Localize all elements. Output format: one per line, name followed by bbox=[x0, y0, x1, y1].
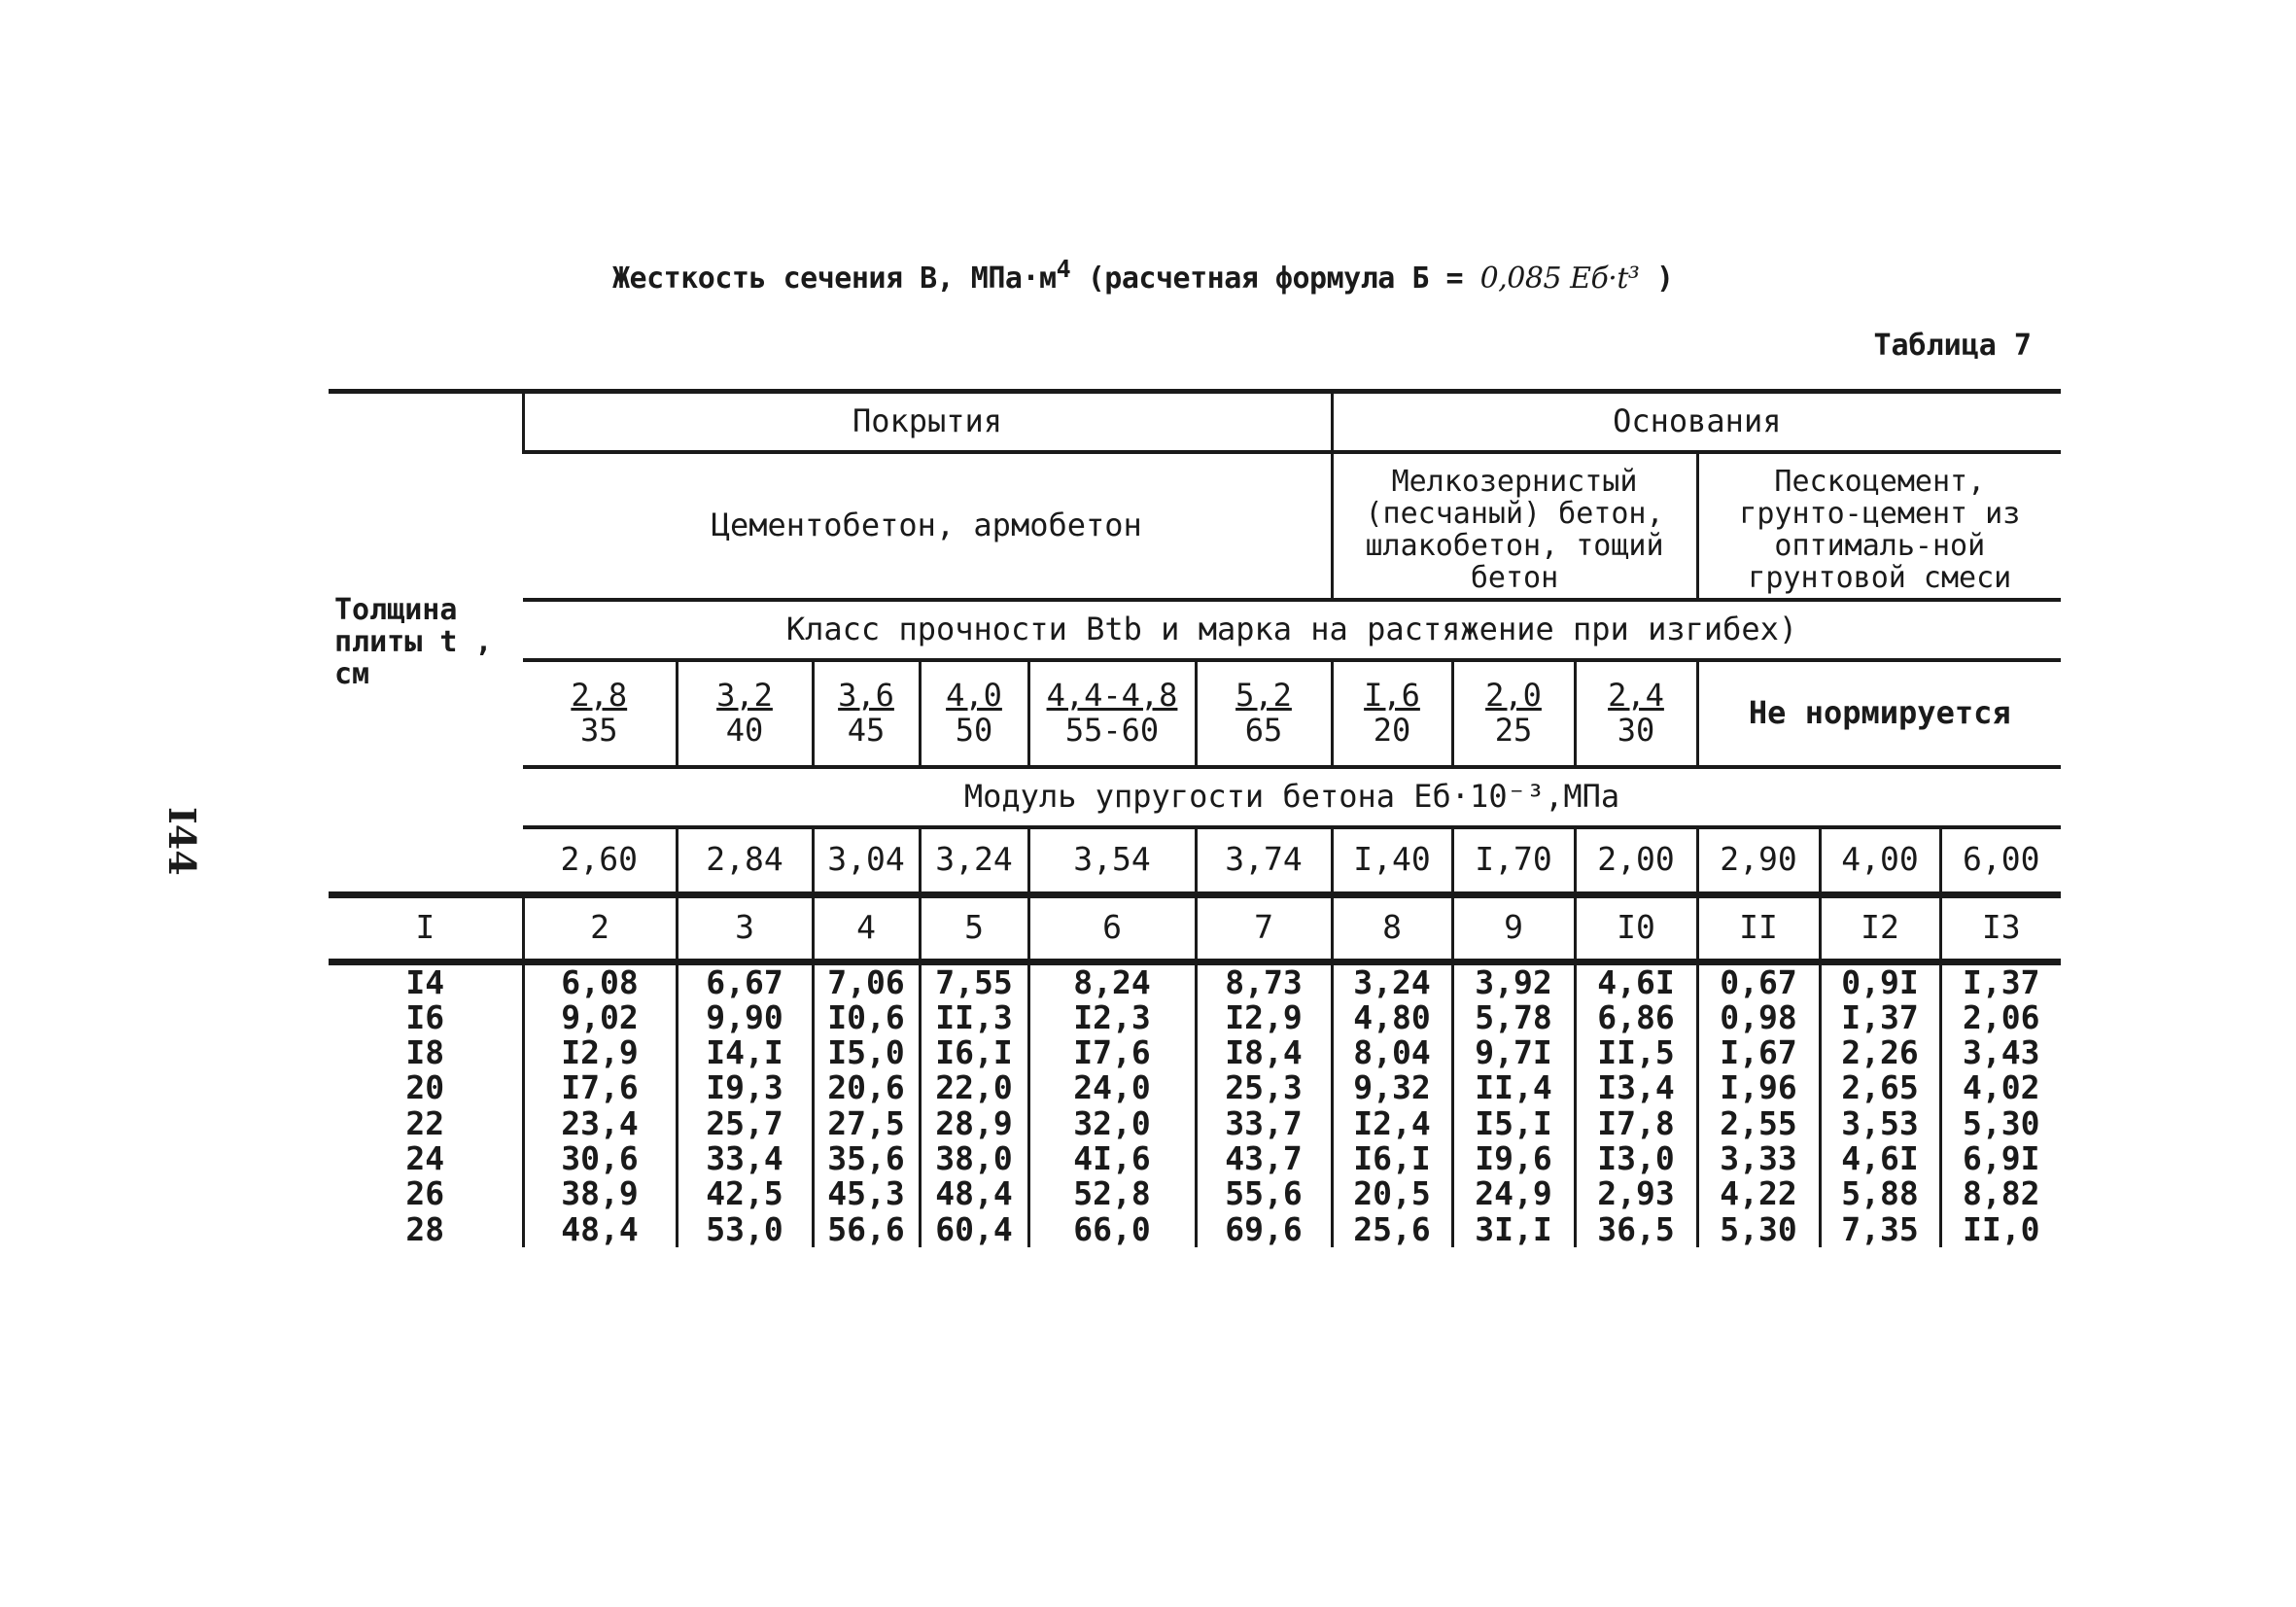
stiffness-value: 60,4 bbox=[920, 1212, 1028, 1247]
stiffness-value: I2,9 bbox=[523, 1035, 677, 1070]
stiffness-table-body bbox=[329, 891, 2061, 1247]
stiffness-value: 3,92 bbox=[1452, 961, 1575, 1000]
thickness-value: I4 bbox=[329, 961, 523, 1000]
stiffness-value: 9,7I bbox=[1452, 1035, 1575, 1070]
thickness-value: 28 bbox=[405, 1211, 445, 1247]
table-title bbox=[612, 255, 1674, 296]
stiffness-value: 6,08 bbox=[523, 961, 677, 1000]
stiffness-value: I2,4 bbox=[1332, 1106, 1452, 1141]
stiffness-value: I7,8 bbox=[1575, 1106, 1697, 1141]
column-number: 9 bbox=[1452, 894, 1575, 961]
stiffness-value: 9,32 bbox=[1332, 1070, 1452, 1105]
thickness-value: 22 bbox=[405, 1105, 445, 1141]
title-closing: ) bbox=[1639, 262, 1674, 296]
strength-class-value: 2,8 bbox=[571, 677, 628, 715]
table-label: Таблица 7 bbox=[1873, 329, 2032, 363]
stiffness-value: 5,30 bbox=[1697, 1212, 1820, 1247]
strength-class-value: 4,4-4,8 bbox=[1046, 677, 1178, 715]
tensile-mark-value: 25 bbox=[1494, 711, 1533, 749]
column-number: II bbox=[1697, 894, 1820, 961]
tensile-mark-value: 20 bbox=[1373, 711, 1411, 749]
stiffness-value: 38,9 bbox=[523, 1176, 677, 1211]
tensile-mark-value: 55-60 bbox=[1064, 711, 1160, 749]
stiffness-value: 0,9I bbox=[1820, 961, 1940, 1000]
stiffness-value: 52,8 bbox=[1028, 1176, 1196, 1211]
stiffness-value: 45,3 bbox=[813, 1176, 920, 1211]
stiffness-value: 33,7 bbox=[1196, 1106, 1332, 1141]
stiffness-value: 4,6I bbox=[1820, 1141, 1940, 1176]
stiffness-value: 33,4 bbox=[677, 1141, 813, 1176]
stiffness-value: II,0 bbox=[1940, 1212, 2061, 1247]
column-number: 7 bbox=[1196, 894, 1332, 961]
column-number: 2 bbox=[523, 894, 677, 961]
stiffness-value: 24,9 bbox=[1452, 1176, 1575, 1211]
column-number: 5 bbox=[920, 894, 1028, 961]
stiffness-value: I7,6 bbox=[1028, 1035, 1196, 1070]
bases-header: Основания bbox=[1332, 392, 2061, 452]
modulus-value: 4,00 bbox=[1820, 827, 1940, 891]
column-number: 4 bbox=[813, 894, 920, 961]
stiffness-value: 5,78 bbox=[1452, 1000, 1575, 1035]
thickness-value: I8 bbox=[405, 1035, 445, 1071]
strength-class-value: I,6 bbox=[1364, 677, 1420, 715]
title-formula: 0,085 Eб·t³ bbox=[1479, 262, 1640, 296]
stiffness-value: I6,I bbox=[1332, 1141, 1452, 1176]
coverings-header: Покрытия bbox=[523, 392, 1332, 452]
stiffness-value: 69,6 bbox=[1196, 1212, 1332, 1247]
stiffness-value: 25,3 bbox=[1196, 1070, 1332, 1105]
page-number: I44 bbox=[160, 807, 204, 876]
stiffness-value: 43,7 bbox=[1196, 1141, 1332, 1176]
strength-grade-cell bbox=[677, 660, 813, 767]
stiffness-value: I9,3 bbox=[677, 1070, 813, 1105]
stiffness-value: 3I,I bbox=[1452, 1212, 1575, 1247]
modulus-value: 3,04 bbox=[813, 827, 920, 891]
stiffness-value: 30,6 bbox=[523, 1141, 677, 1176]
cement-concrete-header: Цементобетон, армобетон bbox=[523, 452, 1332, 600]
not-normalized-cell: Не нормируется bbox=[1697, 660, 2061, 767]
column-number: 3 bbox=[677, 894, 813, 961]
stiffness-value: 38,0 bbox=[920, 1141, 1028, 1176]
stiffness-value: 3,24 bbox=[1332, 961, 1452, 1000]
stiffness-value: 6,67 bbox=[677, 961, 813, 1000]
stiffness-value: 7,06 bbox=[813, 961, 920, 1000]
tensile-mark-value: 45 bbox=[847, 711, 886, 749]
stiffness-value: 5,30 bbox=[1940, 1106, 2061, 1141]
stiffness-value: II,5 bbox=[1575, 1035, 1697, 1070]
strength-class-value: 4,0 bbox=[946, 677, 1002, 715]
stiffness-value: 20,5 bbox=[1332, 1176, 1452, 1211]
stiffness-value: I5,I bbox=[1452, 1106, 1575, 1141]
modulus-value: I,70 bbox=[1452, 827, 1575, 891]
stiffness-value: 4I,6 bbox=[1028, 1141, 1196, 1176]
stiffness-value: I2,3 bbox=[1028, 1000, 1196, 1035]
stiffness-value: I3,0 bbox=[1575, 1141, 1697, 1176]
strength-class-value: 2,4 bbox=[1608, 677, 1664, 715]
stiffness-value: 23,4 bbox=[523, 1106, 677, 1141]
thickness-value: 26 bbox=[405, 1176, 445, 1212]
stiffness-value: 3,43 bbox=[1940, 1035, 2061, 1070]
stiffness-value: 66,0 bbox=[1028, 1212, 1196, 1247]
stiffness-value: 7,55 bbox=[920, 961, 1028, 1000]
stiffness-value: 7,35 bbox=[1820, 1212, 1940, 1247]
strength-class-value: 2,0 bbox=[1485, 677, 1542, 715]
stiffness-value: 8,24 bbox=[1028, 961, 1196, 1000]
modulus-value: 3,54 bbox=[1028, 827, 1196, 891]
stiffness-value: I2,9 bbox=[1196, 1000, 1332, 1035]
column-number: I bbox=[329, 894, 523, 961]
modulus-value: 2,84 bbox=[677, 827, 813, 891]
title-formula-intro: (расчетная формула Б = bbox=[1070, 262, 1480, 296]
stiffness-value: 36,5 bbox=[1575, 1212, 1697, 1247]
stiffness-value: 22,0 bbox=[920, 1070, 1028, 1105]
stiffness-value: 2,93 bbox=[1575, 1176, 1697, 1211]
stiffness-value: 2,06 bbox=[1940, 1000, 2061, 1035]
stiffness-value: I5,0 bbox=[813, 1035, 920, 1070]
table-row bbox=[329, 1000, 2061, 1035]
strength-grade-cell bbox=[1452, 660, 1575, 767]
stiffness-value: 3,33 bbox=[1697, 1141, 1820, 1176]
stiffness-value: I3,4 bbox=[1575, 1070, 1697, 1105]
column-number: I3 bbox=[1940, 894, 2061, 961]
strength-class-value: 5,2 bbox=[1235, 677, 1292, 715]
tensile-mark-value: 30 bbox=[1617, 711, 1655, 749]
stiffness-value: II,4 bbox=[1452, 1070, 1575, 1105]
column-number: I2 bbox=[1820, 894, 1940, 961]
modulus-value: 3,24 bbox=[920, 827, 1028, 891]
stiffness-value: 6,86 bbox=[1575, 1000, 1697, 1035]
stiffness-value: I4,I bbox=[677, 1035, 813, 1070]
strength-grade-cell bbox=[1575, 660, 1697, 767]
column-number: 8 bbox=[1332, 894, 1452, 961]
tensile-mark-value: 65 bbox=[1244, 711, 1283, 749]
stiffness-value: 4,22 bbox=[1697, 1176, 1820, 1211]
stiffness-value: 0,67 bbox=[1697, 961, 1820, 1000]
table-row bbox=[329, 1035, 2061, 1070]
stiffness-value: 2,65 bbox=[1820, 1070, 1940, 1105]
modulus-value: 2,90 bbox=[1697, 827, 1820, 891]
modulus-value: I,40 bbox=[1332, 827, 1452, 891]
stiffness-value: I6,I bbox=[920, 1035, 1028, 1070]
strength-grade-cell bbox=[1028, 660, 1196, 767]
column-number: I0 bbox=[1575, 894, 1697, 961]
stiffness-value: 32,0 bbox=[1028, 1106, 1196, 1141]
tensile-mark-value: 40 bbox=[725, 711, 764, 749]
stiffness-value: I7,6 bbox=[523, 1070, 677, 1105]
table-row bbox=[329, 1176, 2061, 1211]
sand-cement-header: Пескоцемент, грунто-цемент из оптималь-ной грунтовой смеси bbox=[1697, 452, 2061, 600]
stiffness-value: I0,6 bbox=[813, 1000, 920, 1035]
thickness-value: 24 bbox=[405, 1140, 445, 1177]
thickness-header: Толщина плиты t , см bbox=[329, 392, 523, 891]
stiffness-value: 35,6 bbox=[813, 1141, 920, 1176]
modulus-value: 2,60 bbox=[523, 827, 677, 891]
tensile-mark-value: 35 bbox=[579, 711, 618, 749]
stiffness-value: 6,9I bbox=[1940, 1141, 2061, 1176]
stiffness-value: 20,6 bbox=[813, 1070, 920, 1105]
stiffness-value: 27,5 bbox=[813, 1106, 920, 1141]
stiffness-value: 5,88 bbox=[1820, 1176, 1940, 1211]
stiffness-value: 48,4 bbox=[523, 1212, 677, 1247]
table-row bbox=[329, 1212, 2061, 1247]
stiffness-value: 4,02 bbox=[1940, 1070, 2061, 1105]
modulus-value: 2,00 bbox=[1575, 827, 1697, 891]
stiffness-value: I,67 bbox=[1697, 1035, 1820, 1070]
stiffness-value: I,96 bbox=[1697, 1070, 1820, 1105]
modulus-header: Модуль упругости бетона Eб·10⁻³,МПа bbox=[523, 767, 2061, 827]
stiffness-value: 9,02 bbox=[523, 1000, 677, 1035]
modulus-value: 6,00 bbox=[1940, 827, 2061, 891]
stiffness-value: 56,6 bbox=[813, 1212, 920, 1247]
stiffness-value: 4,80 bbox=[1332, 1000, 1452, 1035]
stiffness-value: 2,55 bbox=[1697, 1106, 1820, 1141]
stiffness-value: I8,4 bbox=[1196, 1035, 1332, 1070]
table-row bbox=[329, 961, 2061, 1000]
title-superscript: 4 bbox=[1056, 255, 1071, 283]
stiffness-value: I,37 bbox=[1940, 961, 2061, 1000]
stiffness-value: 8,04 bbox=[1332, 1035, 1452, 1070]
strength-class-header: Класс прочности Вtb и марка на растяжение при изгибеx) bbox=[523, 600, 2061, 660]
stiffness-value: 8,82 bbox=[1940, 1176, 2061, 1211]
modulus-value: 3,74 bbox=[1196, 827, 1332, 891]
stiffness-value: I,37 bbox=[1820, 1000, 1940, 1035]
stiffness-value: 55,6 bbox=[1196, 1176, 1332, 1211]
stiffness-value: II,3 bbox=[920, 1000, 1028, 1035]
stiffness-value: 42,5 bbox=[677, 1176, 813, 1211]
strength-grade-cell bbox=[813, 660, 920, 767]
table-row bbox=[329, 1141, 2061, 1176]
title-text: Жесткость сечения В, МПа·м bbox=[612, 262, 1057, 296]
stiffness-value: 48,4 bbox=[920, 1176, 1028, 1211]
stiffness-value: 4,6I bbox=[1575, 961, 1697, 1000]
column-number: 6 bbox=[1028, 894, 1196, 961]
strength-grade-cell bbox=[1332, 660, 1452, 767]
strength-class-value: 3,6 bbox=[838, 677, 894, 715]
tensile-mark-value: 50 bbox=[955, 711, 993, 749]
stiffness-value: 28,9 bbox=[920, 1106, 1028, 1141]
table-row bbox=[329, 1106, 2061, 1141]
stiffness-value: 8,73 bbox=[1196, 961, 1332, 1000]
stiffness-value: 2,26 bbox=[1820, 1035, 1940, 1070]
stiffness-value: 25,6 bbox=[1332, 1212, 1452, 1247]
strength-grade-cell bbox=[920, 660, 1028, 767]
stiffness-value: 9,90 bbox=[677, 1000, 813, 1035]
stiffness-value: 0,98 bbox=[1697, 1000, 1820, 1035]
stiffness-value: I9,6 bbox=[1452, 1141, 1575, 1176]
strength-grade-cell bbox=[523, 660, 677, 767]
table-row bbox=[329, 1070, 2061, 1105]
thickness-value: I6 bbox=[405, 999, 445, 1036]
stiffness-value: 53,0 bbox=[677, 1212, 813, 1247]
thickness-value: 20 bbox=[405, 1070, 445, 1106]
stiffness-value: 25,7 bbox=[677, 1106, 813, 1141]
strength-grade-cell bbox=[1196, 660, 1332, 767]
stiffness-value: 3,53 bbox=[1820, 1106, 1940, 1141]
stiffness-table bbox=[329, 389, 2061, 891]
fine-concrete-header: Мелкозернистый (песчаный) бетон, шлакобетон, тощий бетон bbox=[1332, 452, 1697, 600]
stiffness-value: 24,0 bbox=[1028, 1070, 1196, 1105]
strength-class-value: 3,2 bbox=[716, 677, 773, 715]
